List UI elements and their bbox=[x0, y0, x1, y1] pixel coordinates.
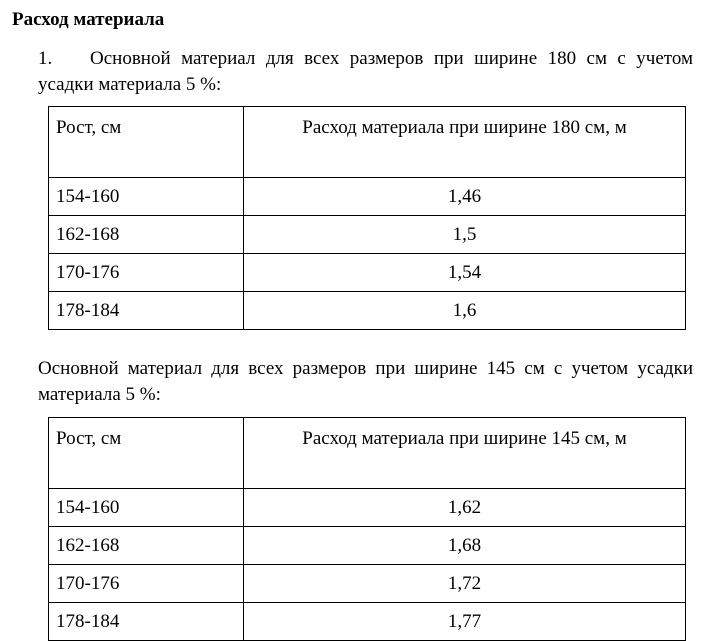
column-header-height: Рост, см bbox=[49, 418, 244, 489]
table-row bbox=[49, 489, 686, 527]
table-row bbox=[49, 254, 686, 292]
height-cell: 178-184 bbox=[49, 292, 244, 330]
column-header-consumption: Расход материала при ширине 145 см, м bbox=[244, 418, 686, 489]
section-1-number: 1. bbox=[38, 48, 53, 69]
consumption-cell: 1,6 bbox=[244, 292, 686, 330]
consumption-cell: 1,62 bbox=[244, 489, 686, 527]
consumption-cell: 1,54 bbox=[244, 254, 686, 292]
consumption-cell: 1,46 bbox=[244, 178, 686, 216]
height-cell: 162-168 bbox=[49, 216, 244, 254]
height-cell: 162-168 bbox=[49, 527, 244, 565]
consumption-cell: 1,77 bbox=[244, 603, 686, 641]
table-row bbox=[49, 565, 686, 603]
consumption-cell: 1,68 bbox=[244, 527, 686, 565]
consumption-cell: 1,72 bbox=[244, 565, 686, 603]
height-cell: 170-176 bbox=[49, 565, 244, 603]
consumption-cell: 1,5 bbox=[244, 216, 686, 254]
table-fabric-145 bbox=[48, 417, 686, 641]
table-header-row bbox=[49, 418, 686, 489]
height-cell: 154-160 bbox=[49, 489, 244, 527]
height-cell: 154-160 bbox=[49, 178, 244, 216]
table-header-row bbox=[49, 107, 686, 178]
section-2-text: Основной материал для всех размеров при ширине 145 см с учетом усадки материала 5 %: bbox=[38, 358, 693, 405]
section-1-text bbox=[38, 46, 693, 98]
page-title: Расход материала bbox=[12, 9, 165, 30]
column-header-height: Рост, см bbox=[49, 107, 244, 178]
height-cell: 170-176 bbox=[49, 254, 244, 292]
table-row bbox=[49, 216, 686, 254]
table-row bbox=[49, 603, 686, 641]
column-header-consumption: Расход материала при ширине 180 см, м bbox=[244, 107, 686, 178]
table-row bbox=[49, 292, 686, 330]
table-row bbox=[49, 178, 686, 216]
height-cell: 178-184 bbox=[49, 603, 244, 641]
table-fabric-180 bbox=[48, 106, 686, 330]
table-row bbox=[49, 527, 686, 565]
section-1-description: Основной материал для всех размеров при ширине 180 см с учетом усадки материала 5 %: bbox=[38, 48, 693, 95]
